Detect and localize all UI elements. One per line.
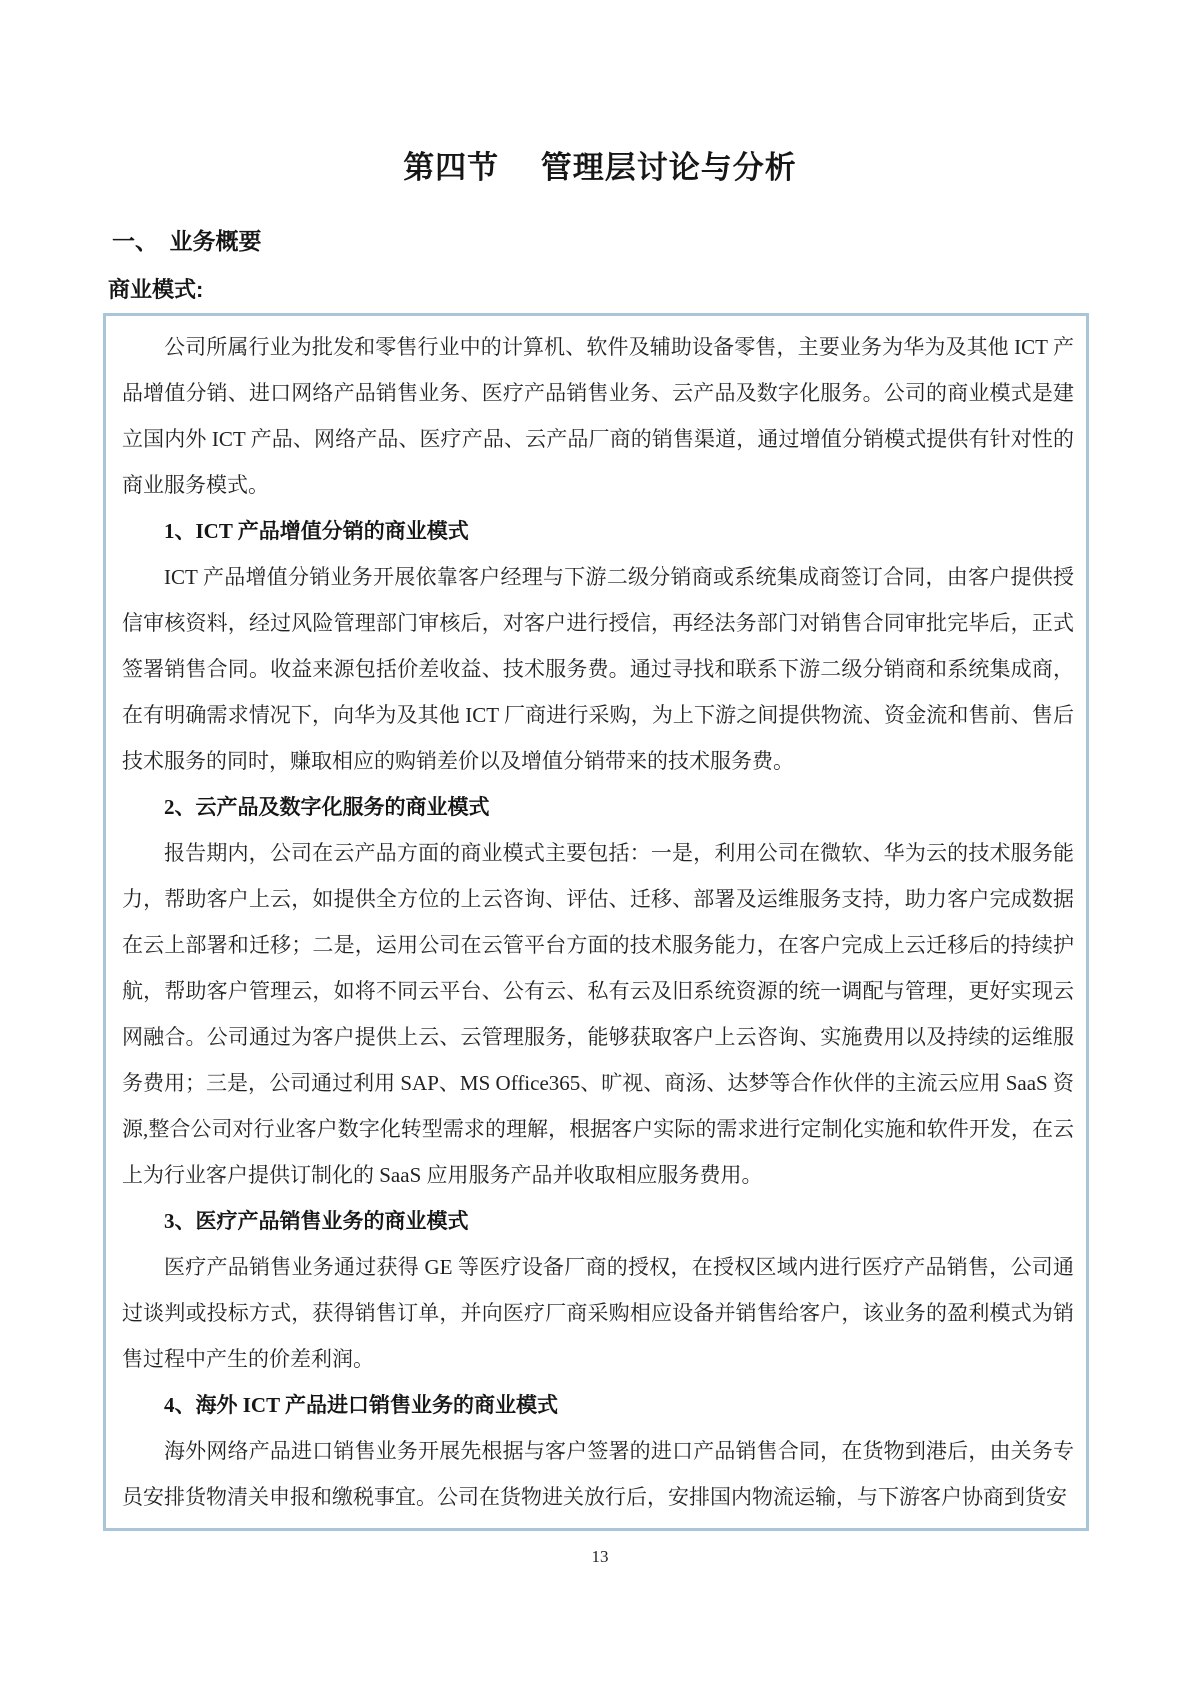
section-heading-business-overview: 一、 业务概要 [112, 228, 262, 254]
page-number: 13 [591, 1547, 609, 1566]
box-heading-cloud-services: 2、云产品及数字化服务的商业模式 [164, 795, 490, 819]
business-model-text-box [103, 313, 1089, 1531]
body-paragraph: 医疗产品销售业务通过获得 GE 等医疗设备厂商的授权，在授权区域内进行医疗产品销售，公司通过谈判或投标方式，获得销售订单，并向医疗厂商采购相应设备并销售给客户，该业务的盈利模式为销售过程中产生的价差利润。 [122, 1255, 1074, 1371]
body-paragraph: 公司所属行业为批发和零售行业中的计算机、软件及辅助设备零售，主要业务为华为及其他 ICT 产品增值分销、进口网络产品销售业务、医疗产品销售业务、云产品及数字化服务。公司的商业模式是建立国内外 ICT 产品、网络产品、医疗产品、云产品厂商的销售渠道，通过增值分销模式提供有针对性的商业服务模式。 [122, 335, 1074, 497]
box-heading-medical-products: 3、医疗产品销售业务的商业模式 [164, 1209, 469, 1233]
body-paragraph: ICT 产品增值分销业务开展依靠客户经理与下游二级分销商或系统集成商签订合同，由客户提供授信审核资料，经过风险管理部门审核后，对客户进行授信，再经法务部门对销售合同审批完毕后，正式签署销售合同。收益来源包括价差收益、技术服务费。通过寻找和联系下游二级分销商和系统集成商，在有明确需求情况下，向华为及其他 ICT 厂商进行采购，为上下游之间提供物流、资金流和售前、售后技术服务的同时，赚取相应的购销差价以及增值分销带来的技术服务费。 [122, 565, 1074, 773]
subsection-label-business-model: 商业模式: [108, 277, 204, 302]
box-heading-overseas-ict-import: 4、海外 ICT 产品进口销售业务的商业模式 [164, 1393, 558, 1417]
page-title: 第四节 管理层讨论与分析 [403, 150, 797, 185]
body-paragraph: 海外网络产品进口销售业务开展先根据与客户签署的进口产品销售合同，在货物到港后，由关务专员安排货物清关申报和缴税事宜。公司在货物进关放行后，安排国内物流运输，与下游客户协商到货安 [122, 1439, 1074, 1509]
body-paragraph: 报告期内，公司在云产品方面的商业模式主要包括：一是，利用公司在微软、华为云的技术服务能力，帮助客户上云，如提供全方位的上云咨询、评估、迁移、部署及运维服务支持，助力客户完成数据在云上部署和迁移；二是，运用公司在云管平台方面的技术服务能力，在客户完成上云迁移后的持续护航，帮助客户管理云，如将不同云平台、公有云、私有云及旧系统资源的统一调配与管理，更好实现云网融合。公司通过为客户提供上云、云管理服务，能够获取客户上云咨询、实施费用以及持续的运维服务费用；三是，公司通过利用 SAP、MS Office365、旷视、商汤、达梦等合作伙伴的主流云应用 SaaS 资源,整合公司对行业客户数字化转型需求的理解，根据客户实际的需求进行定制化实施和软件开发，在云上为行业客户提供订制化的 SaaS 应用服务产品并收取相应服务费用。 [122, 841, 1074, 1187]
box-heading-ict-distribution: 1、ICT 产品增值分销的商业模式 [164, 519, 469, 543]
